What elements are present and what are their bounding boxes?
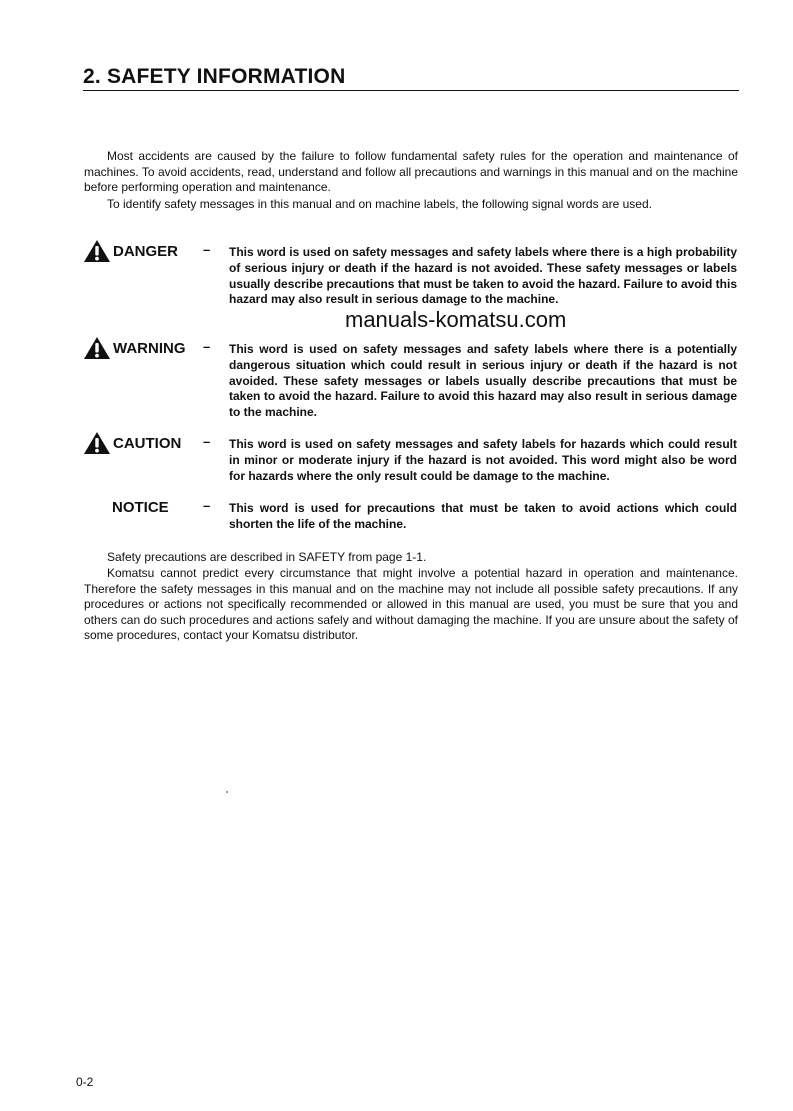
title-underline-divider: [83, 90, 739, 91]
signal-label-notice: [112, 496, 169, 518]
signal-label-danger: [83, 240, 178, 262]
outro-paragraph: Safety precautions are described in SAFETY from page 1-1.: [107, 550, 427, 564]
dash-separator: –: [203, 242, 211, 257]
scan-speck: [226, 791, 228, 793]
signal-word-text: DANGER: [113, 242, 179, 260]
signal-description: This word is used for precautions that must be taken to avoid actions which could shorten the life of the machine.: [229, 501, 737, 531]
intro-paragraph: To identify safety messages in this manual and on machine labels, the following signal words are used.: [107, 197, 652, 211]
warning-triangle-icon: [83, 239, 111, 263]
warning-triangle-icon: [83, 336, 111, 360]
signal-label-warning: [83, 337, 186, 359]
dash-separator: –: [203, 434, 211, 449]
signal-word-text: WARNING: [113, 339, 186, 357]
outro-paragraph: Komatsu cannot predict every circumstance that might involve a potential hazard in operation and maintenance. Therefore the safety messages in this manual and on the machine may not include all possible safety precautions. If any procedures or actions not specifically recommended or allowed in this manual are used, you must be sure that you and others can do such procedures and actions safely and without damaging the machine. If you are unsure about the safety of some procedures, contact your Komatsu distributor.: [84, 566, 738, 643]
signal-description: This word is used on safety messages and safety labels where there is a potentially dangerous situation which could result in serious injury or death if the hazard is not avoided. These safety messages or labels usually describe precautions that must be taken to avoid the hazard. Failure to avoid this hazard may also result in serious damage to the machine.: [229, 342, 737, 420]
watermark-text: manuals-komatsu.com: [345, 307, 567, 332]
intro-paragraph: Most accidents are caused by the failure to follow fundamental safety rules for the operation and maintenance of machines. To avoid accidents, read, understand and follow all precautions and warnings in this manual and on the machine before performing operation and maintenance.: [84, 149, 738, 195]
dash-separator: –: [203, 339, 211, 354]
signal-word-text: CAUTION: [113, 434, 182, 452]
warning-triangle-icon: [83, 431, 111, 455]
signal-label-caution: [83, 432, 181, 454]
page-title: 2. SAFETY INFORMATION: [83, 65, 346, 88]
page-number: 0-2: [76, 1075, 94, 1089]
dash-separator: –: [203, 498, 211, 513]
signal-description: This word is used on safety messages and safety labels for hazards which could result in minor or moderate injury if the hazard is not avoided. This word might also be word for hazards where the only result could be damage to the machine.: [229, 437, 737, 483]
signal-word-text: NOTICE: [112, 498, 169, 516]
signal-description: This word is used on safety messages and safety labels where there is a high probability of serious injury or death if the hazard is not avoided. These safety messages or labels usually describe precautions that must be taken to avoid the hazard. Failure to avoid this hazard may also result in serious damage to the machine.: [229, 245, 737, 307]
